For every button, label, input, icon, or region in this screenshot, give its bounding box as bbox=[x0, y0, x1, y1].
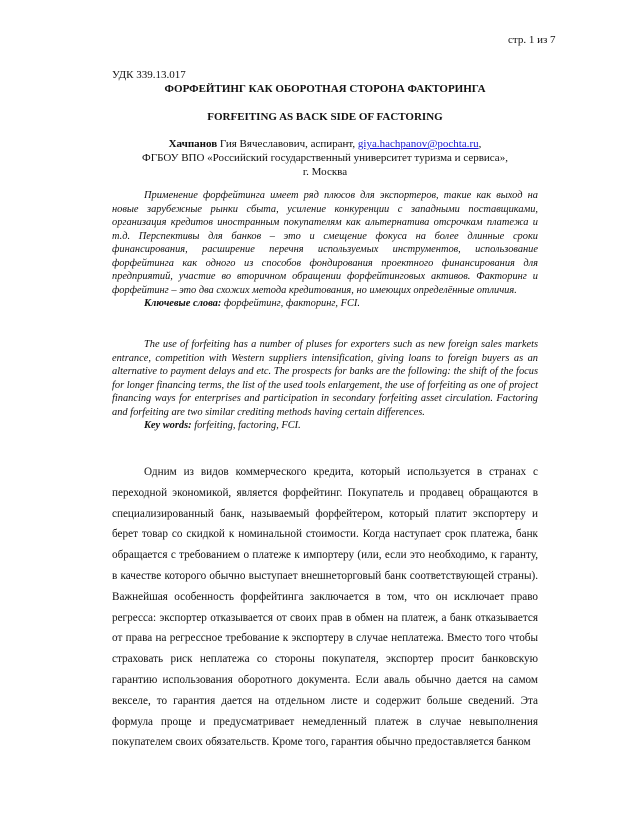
abstract-russian bbox=[112, 189, 538, 311]
abstract-english bbox=[112, 338, 538, 433]
keywords-russian bbox=[112, 297, 538, 311]
author-line bbox=[112, 137, 538, 151]
author-email-link[interactable]: giya.hachpanov@pochta.ru bbox=[357, 138, 479, 150]
udk-code: УДК 339.13.017 bbox=[112, 69, 186, 81]
author-name: Хачпанов bbox=[168, 138, 218, 150]
author-details: Гия Вячеславович, аспирант, bbox=[217, 138, 358, 150]
body-paragraph: Одним из видов коммерческого кредита, который используется в странах с переходной экономикой, является форфейтинг. Покупатель и продавец обращаются в специализированный банк, называемый форфейтером, который платит экспортеру и берет товар со скидкой к номинальной стоимости. Когда наступает срок платежа, банк обращается с требованием о платеже к импортеру (или, если это необходимо, к гаранту, в качестве которого обычно выступает внешнеторговый банк соответствующей страны). Важнейшая особенность форфейтинга заключается в том, что он исключает право регресса: экспортер отказывается от своих прав в обмен на платеж, а банк отказывается от права на регрессное требование к экспортеру в случае неплатежа. Вместо того чтобы страховать риск неплатежа со стороны покупателя, экспортер просит банковскую гарантию использования оборотного документа. Если аваль обычно дается на самом векселе, то гарантия дается на отдельном листе и содержит больше сведений. Эта формула проще и предусматривает немедленный платеж в случае невыполнения покупателем своих обязательств. Кроме того, гарантия обычно предоставляется банком bbox=[112, 466, 538, 749]
title-english: FORFEITING AS BACK SIDE OF FACTORING bbox=[207, 111, 443, 123]
title-russian: ФОРФЕЙТИНГ КАК ОБОРОТНАЯ СТОРОНА ФАКТОРИНГА bbox=[164, 83, 486, 95]
author-email-suffix: , bbox=[478, 138, 482, 150]
page-indicator: стр. 1 из 7 bbox=[508, 34, 556, 46]
abstract-russian-text: Применение форфейтинга имеет ряд плюсов для экспортеров, такие как выход на новые зарубежные рынки сбыта, усиление конкуренции с западными поставщиками, организация кредитов иностранным покупателям как альтернатива отсрочкам платежа и т.д. Перспективы для банков – это и смещение фокуса на более длинные сроки финансирования, расширение перечня используемых инструментов, использование форфейтинга как одного из способов фондирования проектного финансирования для предприятий, участие во вторичном обращении форфейтинговых активов. Факторинг и форфейтинг – это два схожих метода кредитования, но имеющих определённые отличия. bbox=[112, 190, 538, 296]
keywords-russian-label: Ключевые слова: bbox=[144, 298, 222, 309]
keywords-english-values: forfeiting, factoring, FCI. bbox=[191, 420, 301, 431]
keywords-english-label: Key words: bbox=[144, 420, 192, 431]
keywords-russian-values: форфейтинг, факторинг, FCI. bbox=[221, 298, 360, 309]
author-block bbox=[112, 137, 538, 179]
keywords-english bbox=[112, 419, 538, 433]
abstract-english-text: The use of forfeiting has a number of pluses for exporters such as new foreign sales markets entrance, competition with Western suppliers intensification, giving loans to foreign buyers as an alternative to payment delays and etc. The prospects for banks are the following: the shift of the focus for longer financing terms, the list of the used tools enlargement, the use of forfeiting as one of project financing ways for enterprises and participation in secondary forfeiting asset circulation. Factoring and forfeiting are two similar crediting methods having certain differences. bbox=[112, 339, 538, 418]
affiliation: ФГБОУ ВПО «Российский государственный университет туризма и сервиса», bbox=[142, 152, 508, 164]
city: г. Москва bbox=[302, 166, 348, 178]
